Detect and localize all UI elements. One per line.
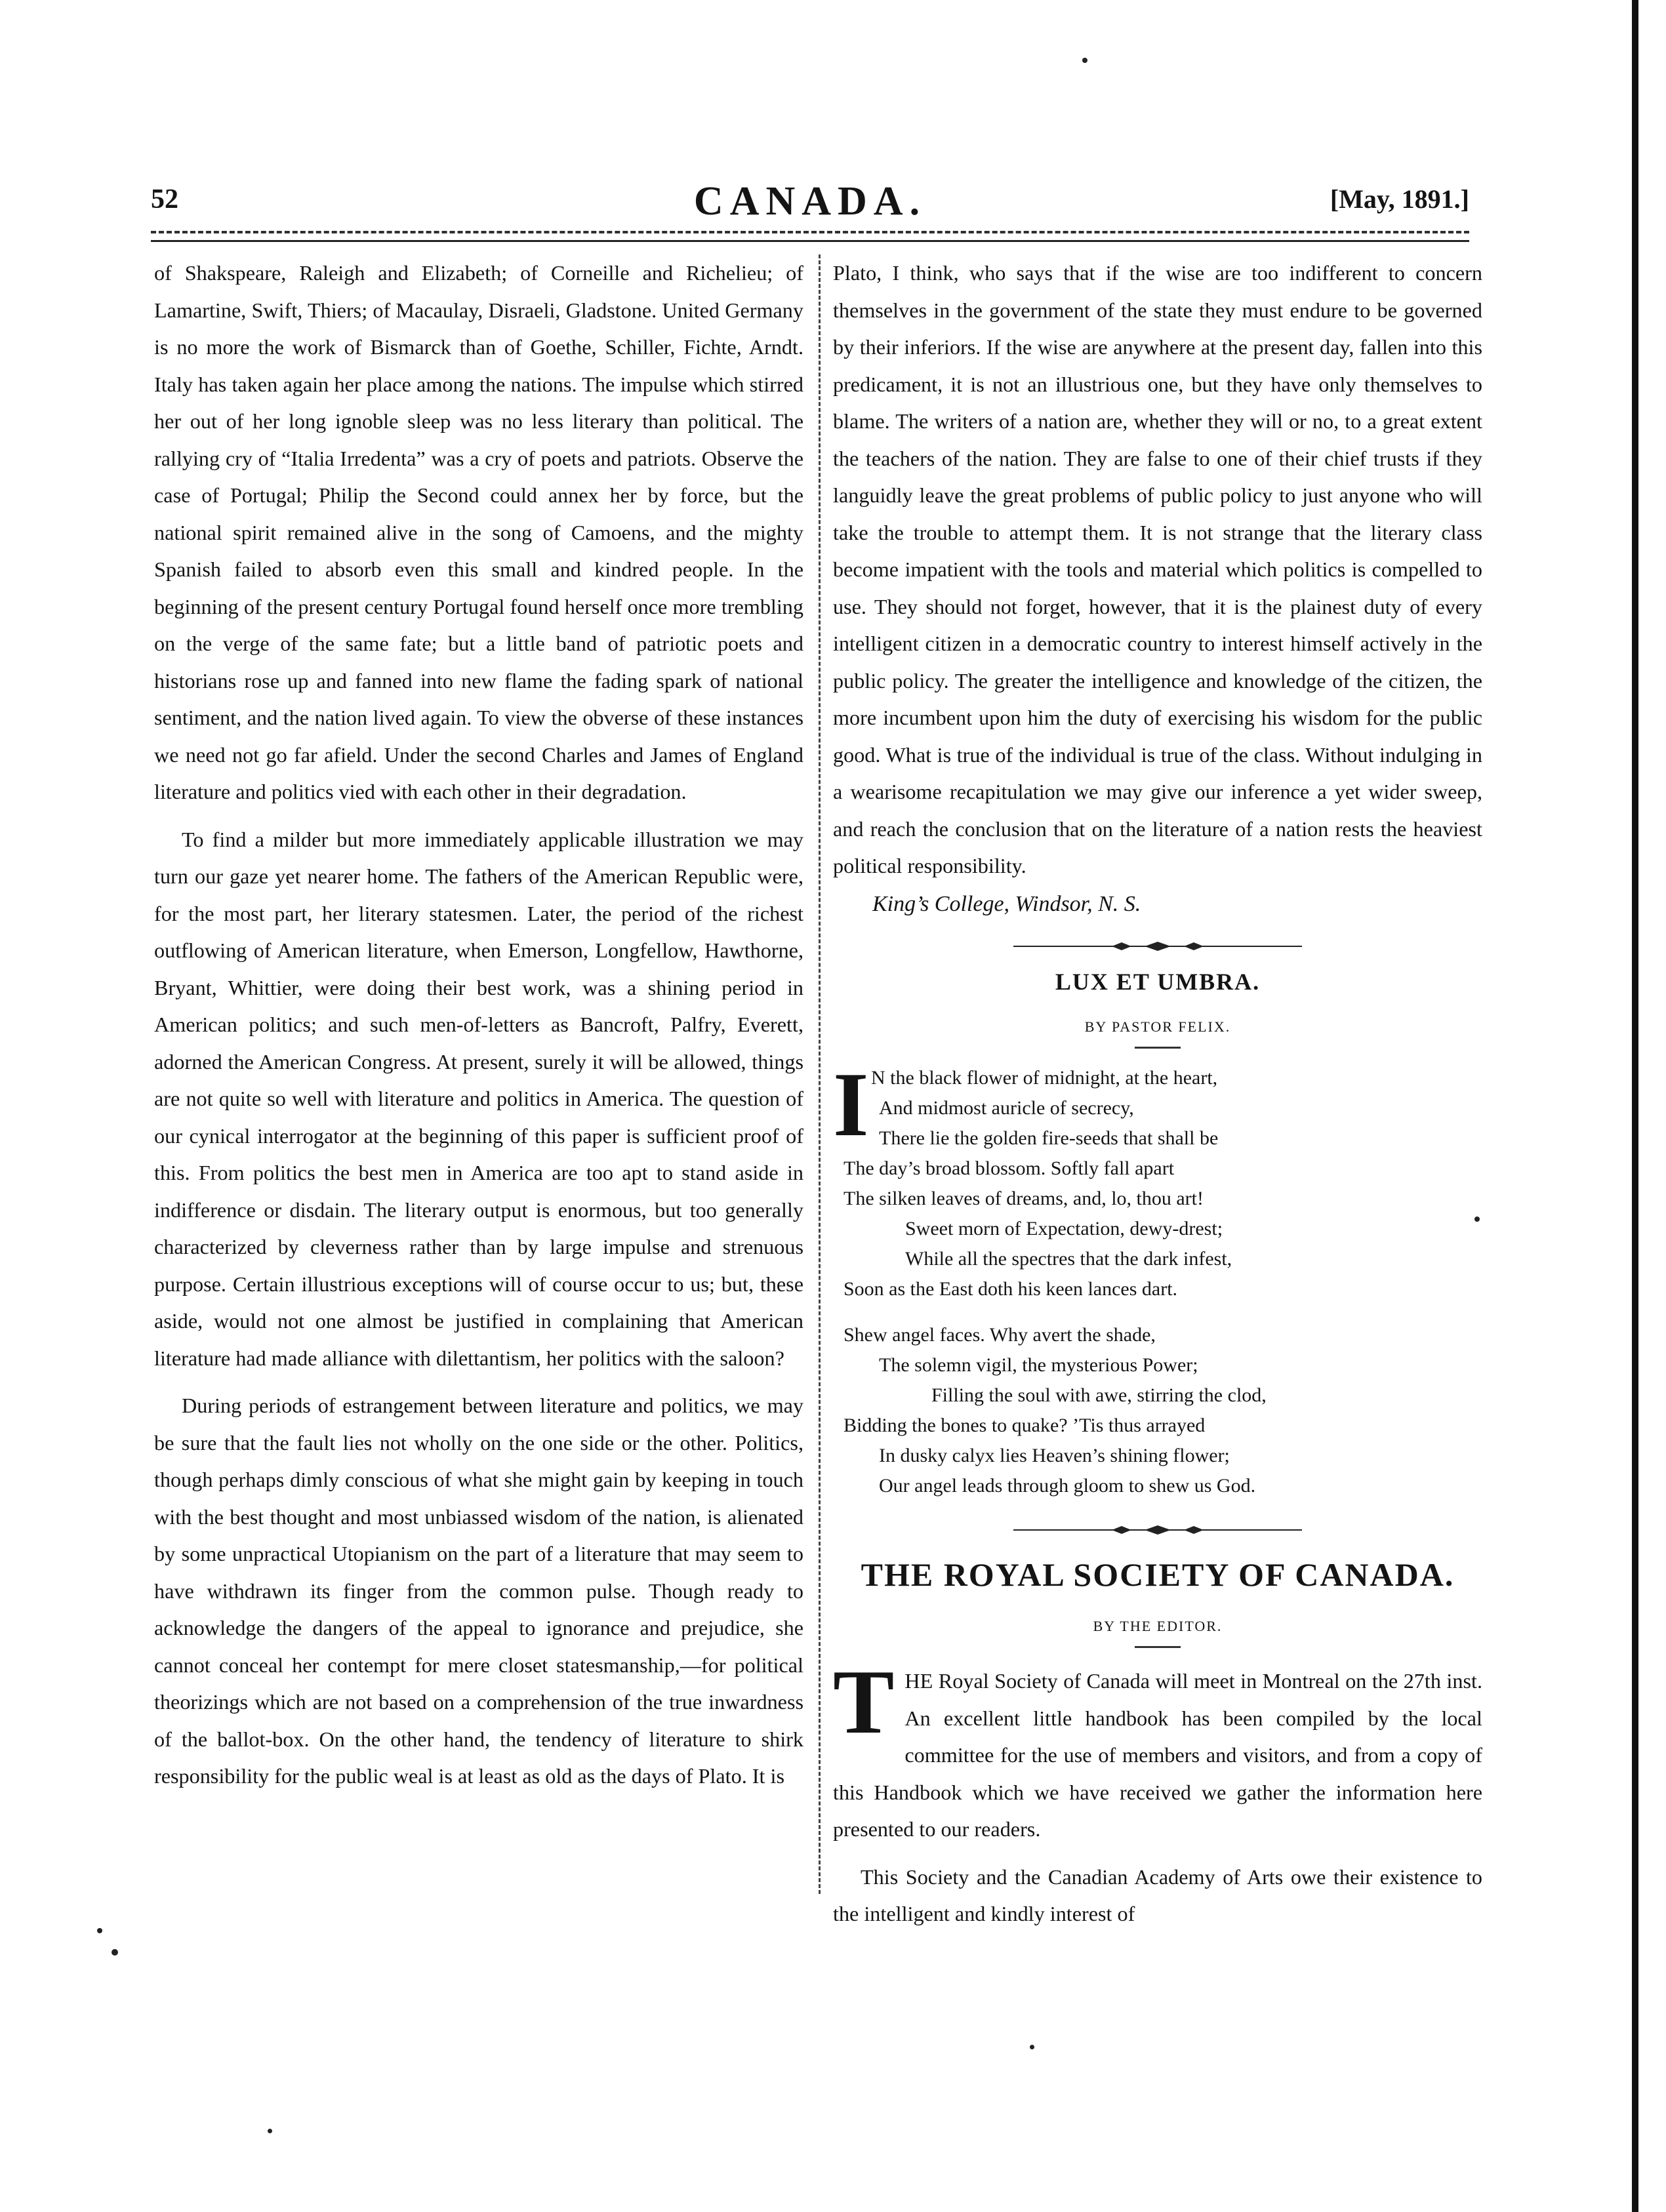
- body-paragraph: of Shakspeare, Raleigh and Elizabeth; of Corneille and Richelieu; of Lamartine, Swift, Thiers; of Macaulay, Disraeli, Gladstone. United Germany is no more the work of Bismarck than of Goethe, Schiller, Fichte, Arndt. Italy has taken again her place among the nations. The impulse which stirred her out of her long ignoble sleep was no less literary than political. The rallying cry of “Italia Irredenta” was a cry of poets and patriots. Observe the case of Portugal; Philip the Second could annex her by force, but the national spirit remained alive in the song of Camoens, and the mighty Spanish failed to absorb even this small and kindred people. In the beginning of the present century Portugal found herself once more trembling on the verge of the same fate; but a little band of patriotic poets and historians rose up and fanned into new flame the fading spark of national sentiment, and the nation lived again. To view the obverse of these instances we need not go far afield. Under the second Charles and James of England literature and politics vied with each other in their degradation.: [154, 261, 803, 803]
- poem-line: In dusky calyx lies Heaven’s shining flower;: [879, 1445, 1230, 1466]
- right-column: [833, 254, 1482, 1933]
- article-title: THE ROYAL SOCIETY OF CANADA.: [861, 1556, 1455, 1593]
- poem-byline: BY PASTOR FELIX.: [1084, 1018, 1231, 1035]
- byline-rule: [1135, 1646, 1181, 1648]
- author-location: King’s College, Windsor, N. S.: [872, 891, 1141, 916]
- poem-line: Our angel leads through gloom to shew us God.: [879, 1475, 1256, 1497]
- scan-speck: [112, 1949, 118, 1956]
- left-column: [154, 254, 803, 1795]
- poem-line: Sweet morn of Expectation, dewy-drest;: [905, 1218, 1223, 1239]
- stanza-break: [833, 1304, 1482, 1320]
- poem-line: The day’s broad blossom. Softly fall apart: [843, 1157, 1175, 1179]
- article-drop-cap: T: [833, 1651, 895, 1753]
- poem-line: There lie the golden fire-seeds that shall be: [879, 1127, 1219, 1149]
- body-paragraph: To find a milder but more immediately applicable illustration we may turn our gaze yet nearer home. The fathers of the American Republic were, for the most part, her literary statesmen. Later, the period of the richest outflowing of American literature, when Emerson, Longfellow, Hawthorne, Bryant, Whittier, were doing their best work, was a shining period in American politics; and such men-of-letters as Bancroft, Palfry, Everett, adorned the American Congress. At present, surely it will be allowed, things are not quite so well with literature and politics in America. The question of our cynical interrogator at the beginning of this paper is sufficient proof of this. From politics the best men in America are too apt to stand aside in indifference or disdain. The literary output is enormous, but too generally characterized by cleverness rather than by large impulse and strenuous purpose. Certain illustrious exceptions will of course occur to us; but, these aside, would not one almost be justified in complaining that American literature had made alliance with dilettantism, her politics with the saloon?: [154, 827, 803, 1370]
- article-paragraph-text: HE Royal Society of Canada will meet in Montreal on the 27th inst. An excellent little handbook has been compiled by the local committee for the use of members and visitors, and from a copy of this Handbook which we have received we gather the information here presented to our readers.: [833, 1669, 1482, 1841]
- poem-line: The silken leaves of dreams, and, lo, thou art!: [843, 1188, 1204, 1209]
- scan-speck: [1474, 1217, 1480, 1222]
- scan-speck: [268, 2129, 272, 2133]
- article-byline: BY THE EDITOR.: [1093, 1617, 1223, 1634]
- poem-line: While all the spectres that the dark infest,: [905, 1248, 1232, 1270]
- poem-drop-cap: I: [833, 1054, 869, 1156]
- ornament-divider: [1013, 1523, 1302, 1537]
- poem-line: N the black flower of midnight, at the heart,: [871, 1067, 1218, 1089]
- byline-rule: [1135, 1047, 1181, 1049]
- scan-speck: [1030, 2045, 1034, 2049]
- ornament-divider: [1013, 940, 1302, 953]
- poem: [833, 1054, 1482, 1501]
- magazine-title: CANADA.: [693, 179, 927, 224]
- issue-date: [May, 1891.]: [1330, 184, 1469, 214]
- page-header: [151, 178, 1469, 231]
- scan-edge-line: [1632, 0, 1638, 2212]
- poem-line: Soon as the East doth his keen lances dart.: [843, 1278, 1178, 1300]
- page-number: 52: [151, 184, 178, 214]
- poem-line: Bidding the bones to quake? ’Tis thus arrayed: [843, 1415, 1206, 1436]
- body-paragraph: This Society and the Canadian Academy of Arts owe their existence to the intelligent and kindly interest of: [833, 1864, 1482, 1925]
- body-paragraph: During periods of estrangement between literature and politics, we may be sure that the fault lies not wholly on the one side or the other. Politics, though perhaps dimly conscious of what she might gain by keeping in touch with the best thought and most unbiassed wisdom of the nation, is alienated by some unpractical Utopianism on the part of a literature that may seem to have withdrawn its finger from the common pulse. Though ready to acknowledge the dangers of the appeal to ignorance and prejudice, she cannot conceal her contempt for mere closet statesmanship,—for political theorizings which are not based on a comprehension of the true inwardness of the ballot-box. On the other hand, the tendency of literature to shirk responsibility for the public weal is at least as old as the days of Plato. It is: [154, 1394, 803, 1788]
- poem-line: And midmost auricle of secrecy,: [879, 1097, 1134, 1119]
- scan-speck: [1082, 58, 1087, 63]
- column-divider: [819, 254, 821, 1894]
- poem-line: Filling the soul with awe, stirring the clod,: [931, 1384, 1267, 1406]
- poem-title: LUX ET UMBRA.: [1055, 969, 1261, 995]
- scan-speck: [97, 1928, 102, 1933]
- header-rule-lower: [151, 240, 1469, 242]
- body-paragraph: [833, 1651, 1482, 1848]
- poem-line: The solemn vigil, the mysterious Power;: [879, 1354, 1198, 1376]
- header-rule: [151, 231, 1469, 233]
- poem-line: Shew angel faces. Why avert the shade,: [843, 1324, 1156, 1346]
- body-paragraph: Plato, I think, who says that if the wise are too indifferent to concern themselves in the government of the state they must endure to be governed by their inferiors. If the wise are anywhere at the present day, fallen into this predicament, it is not an illustrious one, but they have only themselves to blame. The writers of a nation are, whether they will or no, to a great extent the teachers of the nation. They are false to one of their chief trusts if they languidly leave the great problems of public policy to just anyone who will take the trouble to attempt them. It is not strange that the literary class become impatient with the tools and material which politics is compelled to use. They should not forget, however, that it is the plainest duty of every intelligent citizen in a democratic country to interest himself actively in the public policy. The greater the intelligence and knowledge of the citizen, the more incumbent upon him the duty of exercising his wisdom for the public good. What is true of the individual is true of the class. Without indulging in a wearisome recapitulation we may give our inference a yet wider sweep, and reach the conclusion that on the literature of a nation rests the heaviest political responsibility.: [833, 261, 1482, 877]
